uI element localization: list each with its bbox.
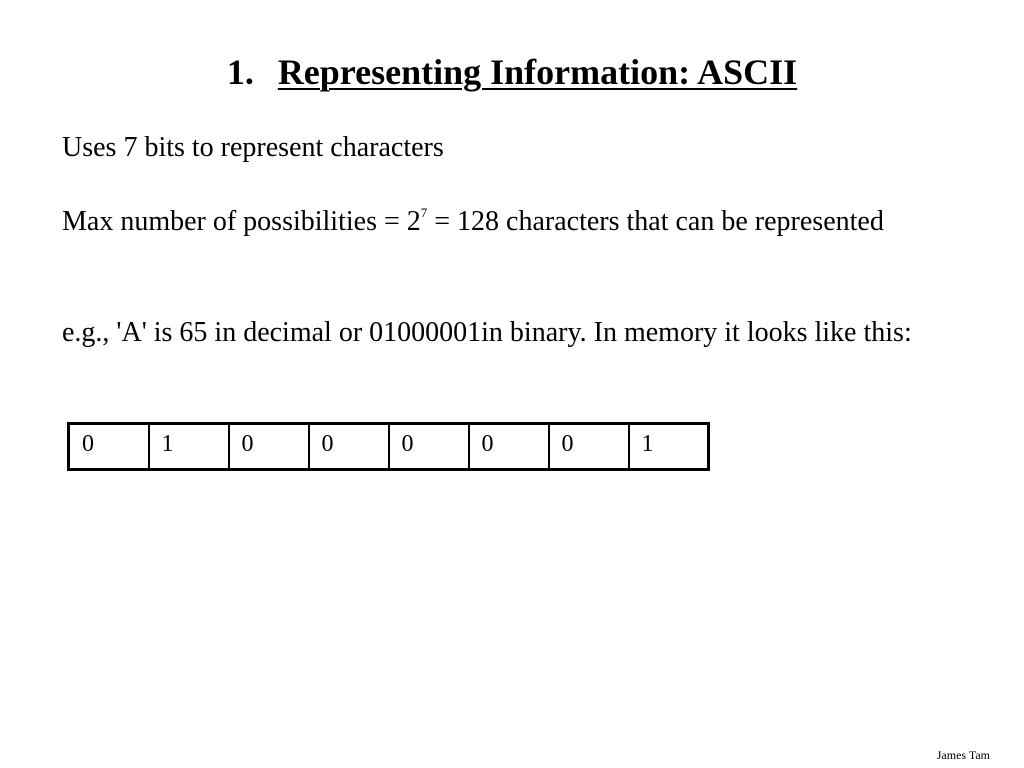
memory-bits-table (67, 422, 710, 471)
title-text: Representing Information: ASCII (277, 52, 798, 92)
title-number: 1. (226, 52, 254, 92)
bit-cell: 0 (389, 424, 469, 470)
slide-title (0, 50, 1024, 94)
possibilities-text (62, 203, 942, 240)
bit-cell: 1 (629, 424, 709, 470)
exponent: 7 (420, 205, 428, 220)
bit-cell: 0 (309, 424, 389, 470)
bits-description: Uses 7 bits to represent characters (62, 132, 444, 163)
bits-row (69, 424, 709, 470)
possibilities-text-start: Max number of possibilities = 2 (62, 206, 421, 237)
bit-cell: 1 (149, 424, 229, 470)
example-text: e.g., 'A' is 65 in decimal or 01000001in binary. In memory it looks like this: (62, 317, 912, 348)
bit-cell: 0 (549, 424, 629, 470)
footer-author: James Tam (936, 748, 990, 762)
bit-cell: 0 (469, 424, 549, 470)
possibilities-text-end: = 128 characters that can be represented (427, 206, 884, 237)
bit-cell: 0 (229, 424, 309, 470)
bit-cell: 0 (69, 424, 149, 470)
